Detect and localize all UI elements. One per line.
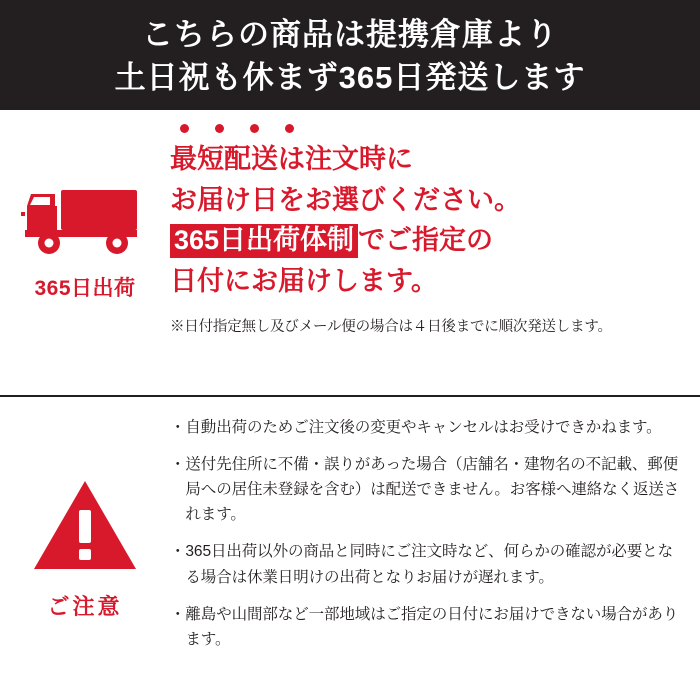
dot-2 bbox=[215, 124, 224, 133]
list-item bbox=[170, 415, 684, 440]
list-item bbox=[170, 539, 684, 589]
bullet-mark: ・ bbox=[170, 605, 186, 623]
highlight-badge: 365日出荷体制 bbox=[170, 224, 358, 258]
shipping-note: ※日付指定無し及びメール便の場合は４日後までに順次発送します。 bbox=[170, 319, 612, 335]
bullet-mark: ・ bbox=[170, 419, 186, 436]
caution-icon-block bbox=[0, 415, 170, 664]
list-item-text: 送付先住所に不備・誤りがあった場合（店舗名・建物名の不記載、郵便局への居住未登録を含む）は配送できません。お客様へ連絡なく返送されます。 bbox=[185, 456, 680, 524]
shipping-headline-1: 最短配送は注文時に bbox=[170, 144, 413, 174]
shipping-headline-3 bbox=[170, 220, 688, 261]
dot-4 bbox=[285, 124, 294, 133]
decoration-dots bbox=[170, 124, 688, 133]
list-item-text: 離島や山間部など一部地域はご指定の日付にお届けできない場合があります。 bbox=[185, 605, 679, 648]
shipping-headline-2: お届け日をお選びください。 bbox=[170, 184, 521, 215]
header-line-2: 土日祝も休まず365日発送します bbox=[114, 60, 586, 95]
shipping-headline-4: 日付にお届けします。 bbox=[170, 265, 438, 296]
dot-1 bbox=[180, 124, 189, 133]
truck-label: 365日出荷 bbox=[34, 277, 136, 300]
list-item-text: 365日出荷以外の商品と同時にご注文時など、何らかの確認が必要となる場合は休業日明けの出荷となりお届けが遅れます。 bbox=[185, 543, 673, 586]
shipping-text-block bbox=[170, 124, 700, 395]
list-item bbox=[170, 452, 684, 527]
caution-label: ご注意 bbox=[47, 594, 123, 619]
shipping-headline-3-rest: でご指定の bbox=[358, 225, 494, 255]
bullet-mark: ・ bbox=[170, 456, 186, 474]
list-item bbox=[170, 602, 684, 652]
header-banner bbox=[0, 0, 700, 110]
header-line-1: こちらの商品は提携倉庫より bbox=[142, 17, 558, 53]
caution-section bbox=[0, 397, 700, 664]
dot-3 bbox=[250, 124, 259, 133]
caution-list bbox=[170, 415, 700, 664]
bullet-mark: ・ bbox=[170, 543, 186, 561]
shipping-section bbox=[0, 110, 700, 395]
warning-triangle-icon bbox=[30, 477, 140, 578]
delivery-truck-icon bbox=[21, 176, 149, 262]
list-item-text: 自動出荷のためご注文後の変更やキャンセルはお受けできかねます。 bbox=[185, 419, 662, 436]
shipping-icon-block bbox=[0, 124, 170, 395]
